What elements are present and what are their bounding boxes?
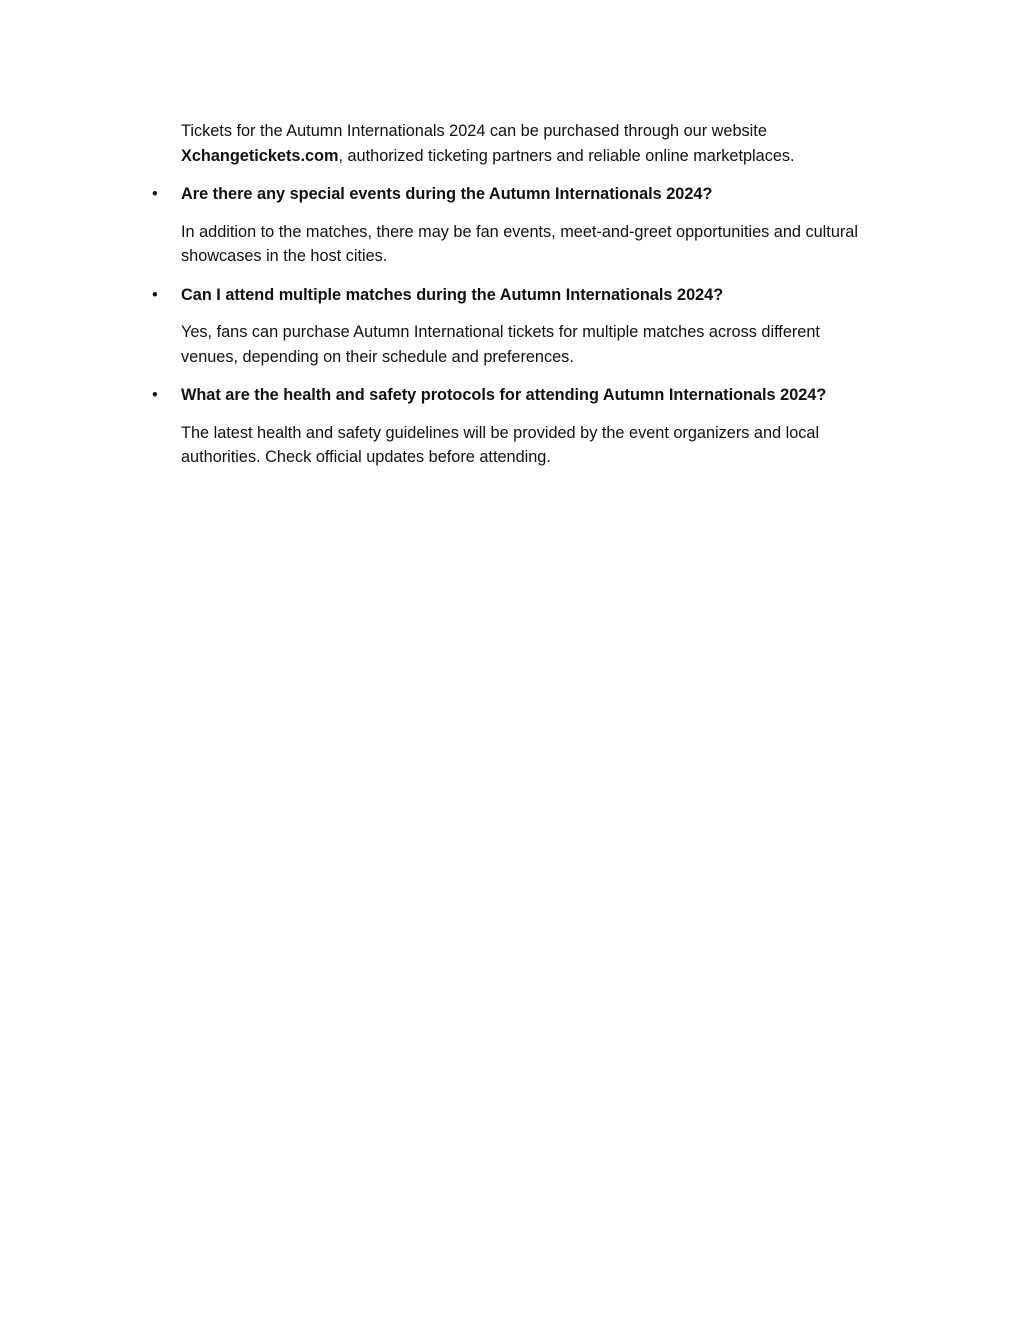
faq-question-1 [152, 182, 901, 207]
faq-answer-1-line-1: In addition to the matches, there may be fan events, meet-and-greet opportunities and cultural [181, 222, 858, 241]
faq-answer-2-line-2: venues, depending on their schedule and preferences. [181, 347, 574, 366]
intro-line-1: Tickets for the Autumn Internationals 2024 can be purchased through our website [181, 122, 767, 140]
faq-answer-2-line-1: Yes, fans can purchase Autumn International tickets for multiple matches across different [181, 323, 820, 341]
intro-line-2-rest: , authorized ticketing partners and reliable online marketplaces. [338, 146, 795, 165]
faq-answer-3-line-1: The latest health and safety guidelines will be provided by the event organizers and local [181, 423, 820, 442]
faq-question-1-text: Are there any special events during the Autumn Internationals 2024? [181, 185, 713, 203]
faq-question-2-text: Can I attend multiple matches during the Autumn Internationals 2024? [181, 285, 724, 304]
faq-answer-3-line-2: authorities. Check official updates before attending. [181, 448, 551, 466]
faq-answer-1 [181, 220, 901, 269]
faq-answer-2 [181, 320, 901, 369]
bullet-icon: • [152, 386, 158, 404]
faq-question-3-text: What are the health and safety protocols for attending Autumn Internationals 2024? [181, 386, 827, 404]
bullet-icon: • [152, 185, 158, 203]
bullet-icon: • [152, 285, 158, 304]
intro-line-2 [181, 144, 901, 169]
document-body [152, 119, 901, 484]
faq-question-2 [152, 283, 901, 308]
faq-answer-1-line-2: showcases in the host cities. [181, 247, 388, 265]
intro-paragraph [181, 119, 901, 168]
faq-answer-3 [181, 421, 901, 470]
faq-question-3 [152, 383, 901, 408]
website-link-text: Xchangetickets.com [181, 146, 339, 165]
